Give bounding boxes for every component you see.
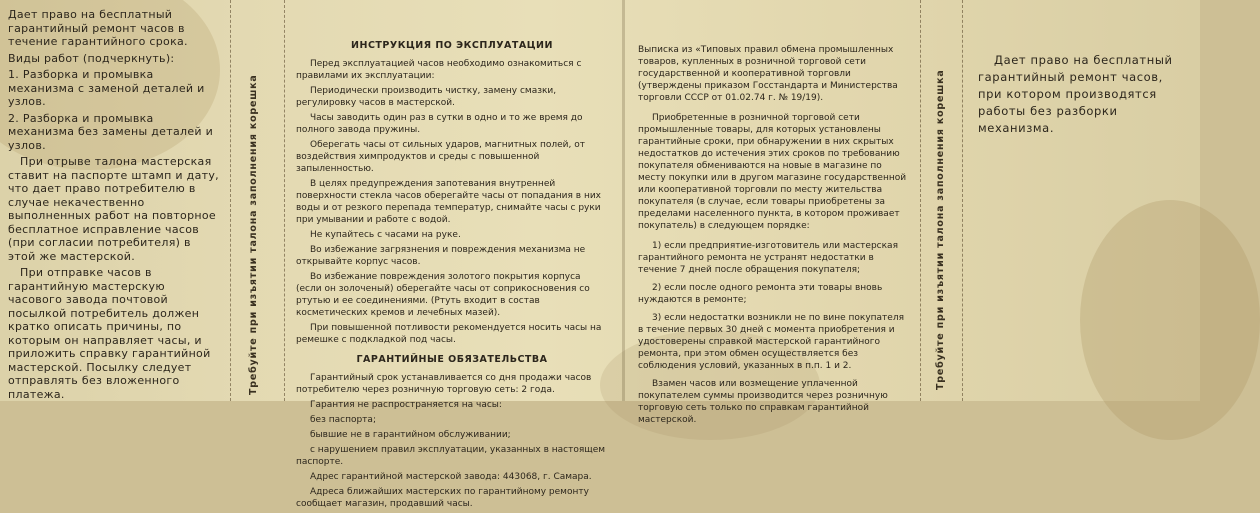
warranty-p7: Адреса ближайших мастерских по гарантийному ремонту сообщает магазин, продавший часы. [296,487,589,509]
perforation-line [230,0,231,401]
coupon-left-para-2: При отправке часов в гарантийную мастерскую часового завода почтовой посылкой потребитель должен кратко описать причины, по которым он направляет часы, и приложить справку гарантийной мастерской. Посылку следует отправлять без вложенного платежа. [8,266,211,401]
rules-item-2: 2) если после одного ремонта эти товары вновь нуждаются в ремонте; [638,283,883,305]
instructions-p2: Периодически производить чистку, замену смазки, регулировку часов в мастерской. [296,86,557,108]
instructions-p6: Не купайтесь с часами на руке. [310,230,461,240]
rules-item-3: 3) если недостатки возникли не по вине покупателя в течение первых 30 дней с момента приобретения и удостоверены справкой мастерской гарантийного ремонта, при этом обмен осуществляется без соблюдения условий, указанных в п.п. 1 и 2. [638,313,904,371]
warranty-p3: без паспорта; [310,415,376,425]
instructions-p3: Часы заводить один раз в сутки в одно и то же время до полного завода пружины. [296,113,583,135]
instructions-p8: Во избежание повреждения золотого покрытия корпуса (если он золоченый) оберегайте часы от соприкосновения со ртутью и ее соединениями. (Ртуть входит в состав косметических кремов и лечебных мазей). [296,272,590,318]
warranty-p5: с нарушением правил эксплуатации, указанных в настоящем паспорте. [296,445,606,467]
instructions-p9: При повышенной потливости рекомендуется носить часы на ремешке с подкладкой под часы. [296,323,602,345]
instructions-p5: В целях предупреждения запотевания внутренней поверхности стекла часов оберегайте часы от попадания в них воды и от резкого перепада температур, снимайте часы с руки при умывании и работе с водой. [296,179,602,225]
instructions-p1: Перед эксплуатацией часов необходимо ознакомиться с правилами их эксплуатации: [296,59,582,81]
coupon-right-text: Дает право на бесплатный гарантийный ремонт часов, при котором производятся работы без разборки механизма. [978,53,1173,135]
coupon-right [978,52,1188,137]
coupon-left-para-1: При отрыве талона мастерская ставит на паспорте штамп и дату, что дает право потребителю в случае некачественно выполненных работ на повторное бесплатное исправление часов (при согласии потребителя) в этой же мастерской. [8,155,219,263]
instructions-p7: Во избежание загрязнения и повреждения механизма не открывайте корпус часов. [296,245,586,267]
instructions-title: ИНСТРУКЦИЯ ПО ЭКСПЛУАТАЦИИ [351,40,553,51]
rules-intro: Выписка из «Типовых правил обмена промышленных товаров, купленных в розничной торговой сети государственной и кооперативной торговли (утверждены приказом Госстандарта и Министерства торговли СССР от 01.02.74 г. № 19/19). [638,45,898,103]
coupon-left-title: Дает право на бесплатный гарантийный ремонт часов в течение гарантийного срока. [8,8,188,48]
rules-last: Взамен часов или возмещение уплаченной покупателем суммы производится через розничную торговую сеть только по справкам гарантийной мастерской. [638,379,888,425]
perforation-line [284,0,285,401]
stub-left-text: Требуйте при изъятии талона заполнения корешка [248,74,259,395]
instructions-p4: Оберегать часы от сильных ударов, магнитных полей, от воздействия химпродуктов и среды с повышенной запыленностью. [296,140,585,174]
warranty-title: ГАРАНТИЙНЫЕ ОБЯЗАТЕЛЬСТВА [356,354,548,365]
coupon-left [8,8,220,404]
works-heading: Виды работ (подчеркнуть): [8,51,175,65]
warranty-p6: Адрес гарантийной мастерской завода: 443068, г. Самара. [310,472,592,482]
perforation-line [920,0,921,401]
instructions-column [296,40,608,513]
rules-p1: Приобретенные в розничной торговой сети промышленные товары, для которых установлены гарантийные сроки, при обнаружении в них скрытых недостатков до истечения этих сроков по требованию покупателя обмениваются на новые в магазине по месту покупки или в другом магазине государственной или кооперативной торговли по месту жительства покупателя (в случае, если товары приобретены за пределами населенного пункта, в котором проживает покупатель) в следующем порядке: [638,113,907,231]
rules-item-1: 1) если предприятие-изготовитель или мастерская гарантийного ремонта не устранят недостатки в течение 7 дней после обращения покупателя; [638,241,898,275]
work-item-1: 1. Разборка и промывка механизма с заменой деталей и узлов. [8,68,205,108]
work-item-2: 2. Разборка и промывка механизма без замены деталей и узлов. [8,111,214,152]
perforation-line [962,0,963,401]
warranty-p2: Гарантия не распространяется на часы: [310,400,502,410]
warranty-p1: Гарантийный срок устанавливается со дня продажи часов потребителю через розничную торговую сеть: 2 года. [296,373,592,395]
warranty-p4: бывшие не в гарантийном обслуживании; [310,430,511,440]
rules-column [638,44,910,429]
stub-right-text: Требуйте при изъятии талона заполнения корешка [935,69,946,390]
